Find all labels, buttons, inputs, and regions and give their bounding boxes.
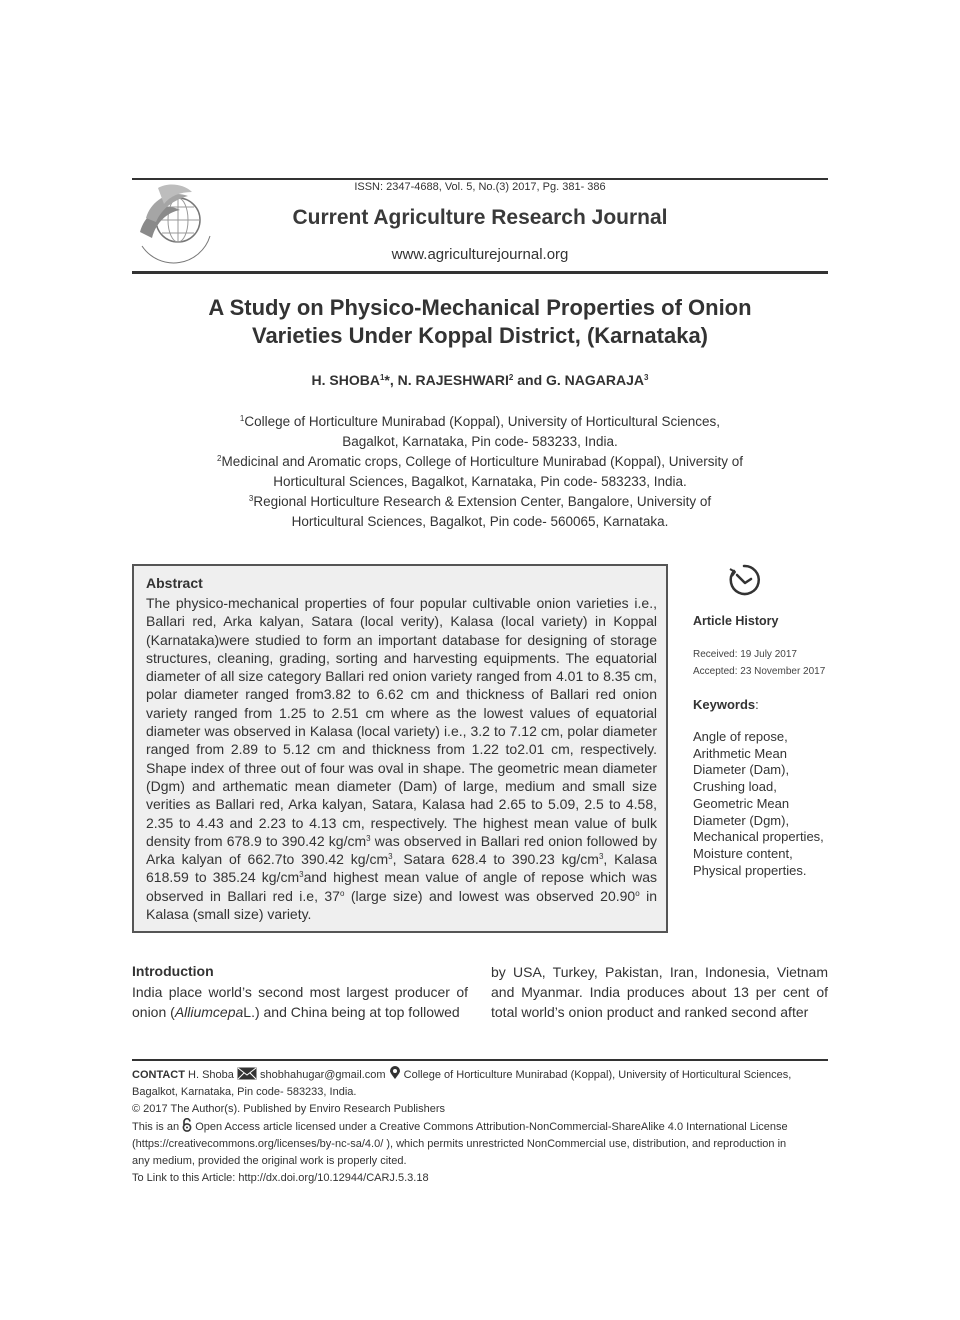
keywords-colon: : xyxy=(755,697,759,712)
introduction-column-1 xyxy=(132,982,468,1022)
abstract-text-part: (large size) and lowest was observed 20.90 xyxy=(344,887,636,904)
affiliation-2-text: Medicinal and Aromatic crops, College of Horticulture Munirabad (Koppal), University of xyxy=(221,454,743,469)
envelope-icon xyxy=(237,1067,257,1080)
corresponding-mark: *, xyxy=(384,372,398,388)
contact-address: College of Horticulture Munirabad (Koppal), University of Horticultural Sciences, xyxy=(403,1069,792,1081)
introduction-heading: Introduction xyxy=(132,963,214,979)
keyword-item: Crushing load, xyxy=(693,779,777,795)
keyword-item: Moisture content, xyxy=(693,845,793,861)
introduction-column-2: by USA, Turkey, Pakistan, Iran, Indonesia, Vietnam and Myanmar. India produces about 13 per cent of total world’s onion product and ranked second after xyxy=(491,964,828,1020)
keyword-item: Mechanical properties, xyxy=(693,829,824,845)
abstract-sup: 3 xyxy=(598,852,604,862)
affiliation-3-sup: 3 xyxy=(248,494,254,503)
keyword-item: Angle of repose, xyxy=(693,729,788,744)
license-line-3: any medium, provided the original work is properly cited. xyxy=(132,1155,407,1167)
affiliation-1-sup: 1 xyxy=(239,414,245,423)
affiliation-3-line-1 xyxy=(150,492,810,512)
affiliation-1-text: College of Horticulture Munirabad (Koppal), University of Horticultural Sciences, xyxy=(244,414,721,429)
abstract-text-part: in Kalasa (small size) variety. xyxy=(146,887,657,923)
affiliations xyxy=(150,412,810,532)
affiliation-1-line-2: Bagalkot, Karnataka, Pin code- 583233, India. xyxy=(342,434,618,449)
license-text: Open Access article licensed under a Creative Commons Attribution-NonCommercial-ShareAlike 4.0 International License xyxy=(192,1121,788,1133)
keyword-item: Diameter (Dam), xyxy=(693,762,790,778)
journal-title: Current Agriculture Research Journal xyxy=(292,206,668,229)
contact-address-line-2: Bagalkot, Karnataka, Pin code- 583233, India. xyxy=(132,1086,357,1098)
open-access-lock-icon xyxy=(182,1118,192,1132)
abstract-sup: 3 xyxy=(366,833,371,843)
affiliation-2-sup: 2 xyxy=(217,454,222,463)
affiliation-2-line-1 xyxy=(150,452,810,472)
abstract-text-part: was observed in Ballari red onion followed by Arka kalyan of 662.7to 390.42 kg/cm xyxy=(146,832,658,868)
affiliation-3-line-2: Horticultural Sciences, Bagalkot, Pin code- 560065, Karnataka. xyxy=(291,514,669,529)
authors-line xyxy=(132,372,828,388)
abstract-text-part: and highest mean value of angle of repose which was observed in Ballari red i.e, 37 xyxy=(146,869,657,904)
footer xyxy=(132,1066,828,1187)
abstract-sup: o xyxy=(635,888,640,898)
copyright-line: © 2017 The Author(s). Published by Enviro Research Publishers xyxy=(132,1103,446,1115)
affiliation-3-text: Regional Horticulture Research & Extension Center, Bangalore, University of xyxy=(253,494,712,509)
abstract-sup: 3 xyxy=(299,870,304,880)
article-title-line-2: Varieties Under Koppal District, (Karnataka) xyxy=(251,323,709,348)
license-line-2[interactable]: (https://creativecommons.org/licenses/by-nc-sa/4.0/ ), which permits unrestricted NonCommercial use, distribution, and reproduction in xyxy=(132,1138,787,1150)
keyword-item: Arithmetic Mean xyxy=(693,745,787,761)
abstract-text-part: , Kalasa 618.59 to 385.24 kg/cm xyxy=(146,851,657,886)
keywords-heading xyxy=(693,697,759,712)
intro-text: L.) and China being at top followed xyxy=(243,1004,460,1020)
affiliation-2-line-2: Horticultural Sciences, Bagalkot, Karnataka, Pin code- 583233, India. xyxy=(273,474,687,489)
intro-text: India place world’s second most largest producer of onion ( xyxy=(132,984,468,1020)
abstract-sup: o xyxy=(339,888,345,898)
keyword-item: Geometric Mean xyxy=(693,795,790,811)
contact-email[interactable]: shobhahugar@gmail.com xyxy=(260,1069,386,1081)
keyword-item: Physical properties. xyxy=(693,862,807,878)
footer-rule xyxy=(132,1059,828,1061)
contact-label: CONTACT xyxy=(132,1069,185,1081)
journal-url[interactable]: www.agriculturejournal.org xyxy=(391,246,569,263)
affiliation-1-line-1 xyxy=(150,412,810,432)
issn-line: ISSN: 2347-4688, Vol. 5, No.(3) 2017, Pg. 381- 386 xyxy=(354,181,606,193)
article-history-heading: Article History xyxy=(693,614,779,628)
author-3-sup: 3 xyxy=(644,373,649,382)
top-rule xyxy=(132,178,828,180)
keywords-list xyxy=(693,729,833,879)
contact-line xyxy=(132,1066,828,1084)
location-pin-icon xyxy=(389,1066,401,1080)
header-bottom-rule xyxy=(132,271,828,274)
received-date: Received: 19 July 2017 xyxy=(693,649,797,660)
author-3: G. NAGARAJA xyxy=(546,372,645,388)
abstract-text-part: The physico-mechanical properties of four popular cultivable onion varieties i.e., Ballari red, Arka kalyan, Satara (local verity), Kalasa (local variety) in Koppal (Karnataka)were studied to form an important database for designing of storage structures, cleaning, grading, sorting and harvesting equipments. The equatorial diameter of all size category Ballari red onion variety ranged from 4.01 to 8.35 cm, polar diameter ranged from3.82 to 6.62 cm and thickness of Ballari red onion variety ranged from 1.25 to 2.51 cm where as the lowest values of equatorial diameter was observed in Kalasa (local variety) i.e., 3.2 to 7.12 cm, polar diameter ranged from 2.89 to 5.12 cm and thickness from 1.22 to2.01 cm, respectively. Shape index of three out of four was oval in shape. The geometric mean diameter (Dgm) and arthematic mean diameter (Dam) of large, medium and small size verities as Ballari red, Arka kalyan, Satara, Kalasa had 2.65 to 5.09, 2.5 to 4.58, 2.35 to 4.43 and 2.23 to 4.13 cm, respectively. The highest mean value of bulk density from 678.9 to 390.42 kg/cm xyxy=(146,595,657,849)
author-conjunction: and xyxy=(513,372,547,388)
author-1: H. SHOBA xyxy=(311,372,380,388)
article-link[interactable]: To Link to this Article: http://dx.doi.org/10.12944/CARJ.5.3.18 xyxy=(132,1172,429,1184)
article-title xyxy=(150,294,810,350)
abstract-heading: Abstract xyxy=(146,575,203,591)
clock-icon xyxy=(726,562,762,598)
license-line-1 xyxy=(132,1118,828,1136)
contact-name: H. Shoba xyxy=(184,1069,237,1081)
accepted-date: Accepted: 23 November 2017 xyxy=(693,666,826,677)
keywords-label: Keywords xyxy=(693,697,756,712)
author-2: N. RAJESHWARI xyxy=(397,372,509,388)
abstract-sup: 3 xyxy=(388,852,393,862)
abstract-text-part: , Satara 628.4 to 390.23 kg/cm xyxy=(392,851,599,868)
author-1-sup: 1 xyxy=(379,373,385,382)
license-prefix: This is an xyxy=(132,1121,183,1133)
keyword-item: Diameter (Dgm), xyxy=(693,812,790,828)
author-2-sup: 2 xyxy=(508,373,514,382)
species-name: Alliumcepa xyxy=(174,1004,244,1020)
abstract-text xyxy=(146,594,657,923)
article-title-line-1: A Study on Physico-Mechanical Properties of Onion xyxy=(208,295,752,320)
